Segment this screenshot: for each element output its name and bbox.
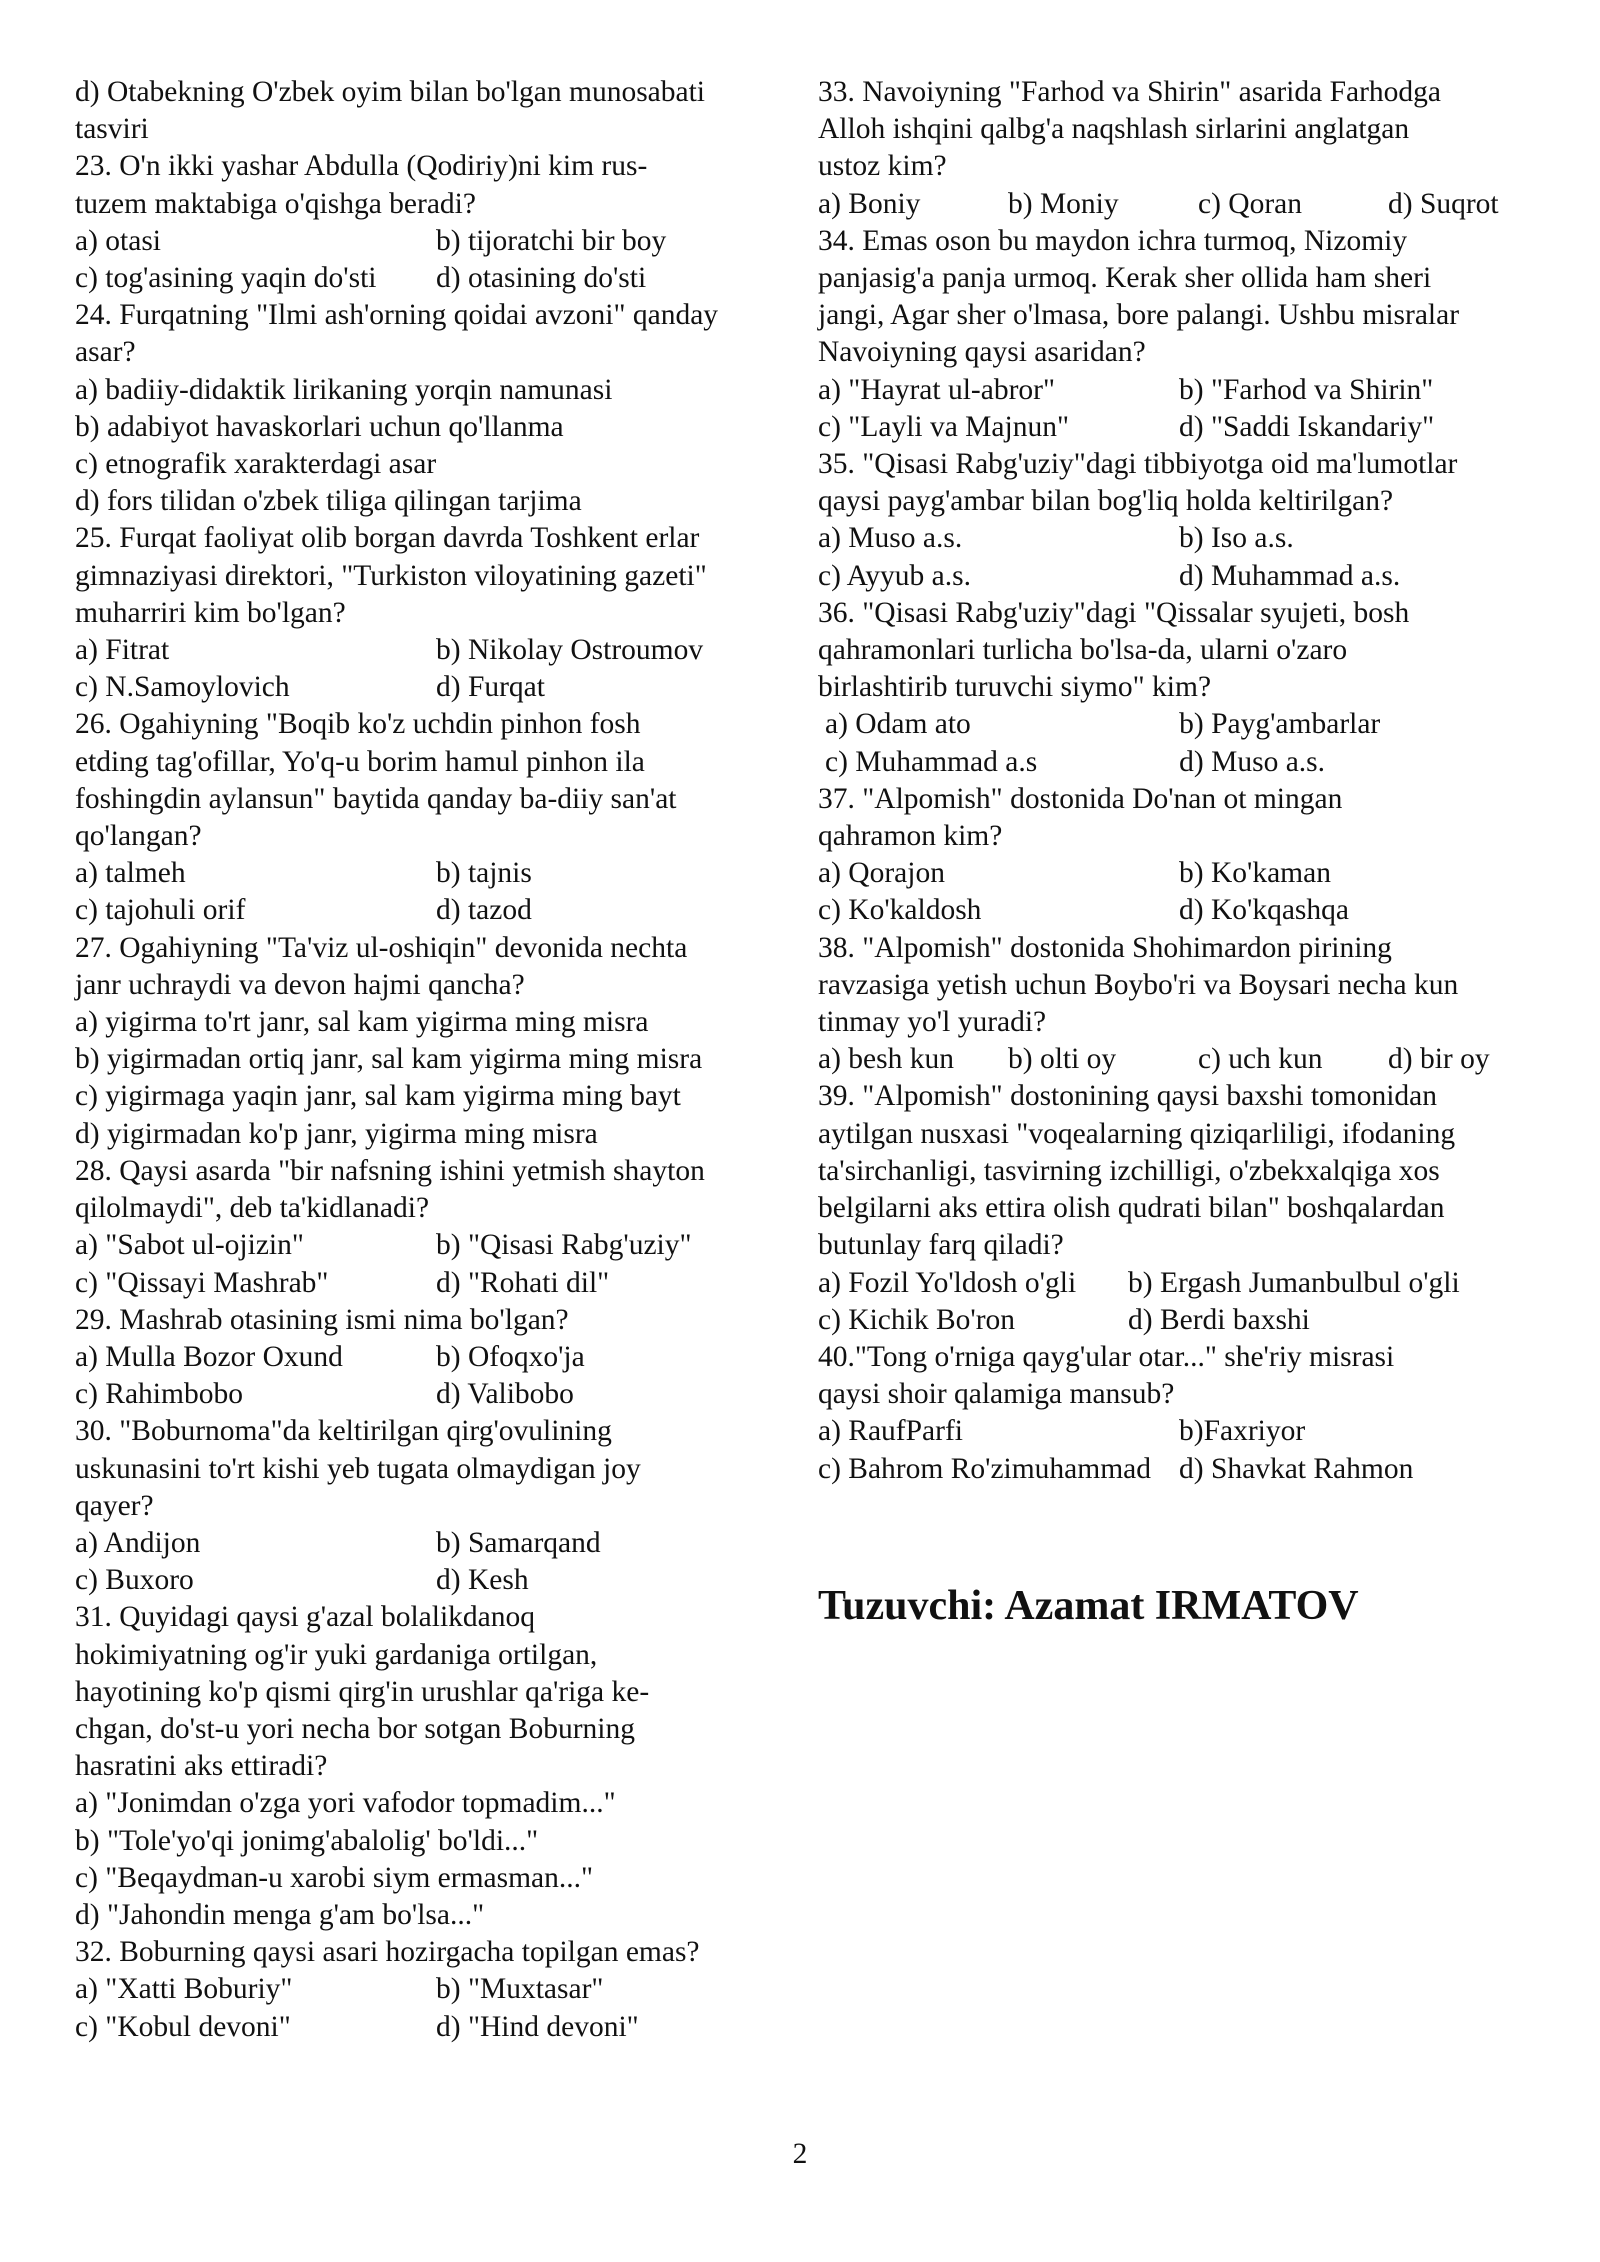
answer-c: c) "Kobul devoni" [75,2010,291,2043]
question-23 [75,148,797,297]
question-text: ustoz kim? [818,150,947,183]
answer-d: d) "Hind devoni" [436,2010,639,2043]
question-33 [818,74,1540,223]
answer-d: d) otasining do'sti [436,262,647,295]
question-text: 28. Qaysi asarda "bir nafsning ishini yetmish shayton [75,1154,705,1187]
answer-a: a) Boniy [818,187,921,220]
answer-b: b) Iso a.s. [1179,522,1294,555]
question-30 [75,1413,797,1599]
answer-a: a) "Xatti Boburiy" [75,1973,293,2006]
question-text: uskunasini to'rt kishi yeb tugata olmaydigan joy [75,1452,641,1485]
question-37 [818,781,1540,930]
question-text: qahramonlari turlicha bo'lsa-da, ularni o'zaro [818,634,1348,667]
question-39 [818,1078,1540,1338]
question-text: aytilgan nusxasi "voqealarning qiziqarliligi, ifodaning [818,1117,1456,1150]
question-text: qaysi payg'ambar bilan bog'liq holda keltirilgan? [818,485,1394,518]
question-text: qahramon kim? [818,820,1003,853]
answer-b: b)Faxriyor [1179,1415,1306,1448]
question-text: hokimiyatning og'ir yuki gardaniga ortilgan, [75,1638,598,1671]
question-text: belgilarni aks ettira olish qudrati bilan" boshqalardan [818,1192,1445,1225]
question-text: birlashtirib turuvchi siymo" kim? [818,671,1212,704]
question-29 [75,1302,797,1414]
answer-b: b) Nikolay Ostroumov [436,634,704,667]
answer-d: d) Suqrot [1388,187,1499,220]
answer-row [75,669,797,706]
question-text: 23. O'n ikki yashar Abdulla (Qodiriy)ni kim rus- [75,150,648,183]
answer-row [818,1413,1540,1450]
answer-c: c) Kichik Bo'ron [818,1303,1016,1336]
answer-row [75,223,797,260]
answer-row [75,1525,797,1562]
answer-c: c) N.Samoylovich [75,671,290,704]
right-column [818,74,1540,1488]
question-line: d) Otabekning O'zbek oyim bilan bo'lgan munosabati [75,76,706,108]
answer-row [818,744,1540,781]
answer-a: a) Andijon [75,1526,201,1559]
author-credit: Tuzuvchi: Azamat IRMATOV [818,1583,1359,1629]
answer-c: c) "Qissayi Mashrab" [75,1266,329,1299]
question-text: ravzasiga yetish uchun Boybo'ri va Boysari necha kun [818,968,1459,1001]
answer-d: d) Ko'kqashqa [1179,894,1349,927]
answer-d: d) Kesh [436,1564,529,1597]
answer-d: d) Berdi baxshi [1128,1303,1310,1336]
answer-a: a) Mulla Bozor Oxund [75,1340,343,1373]
answer-row [75,1562,797,1599]
answer-c: c) "Beqaydman-u xarobi siym ermasman..." [75,1861,594,1894]
question-35 [818,446,1540,595]
answer-b: b) "Muxtasar" [436,1973,604,2006]
answer-c: c) Rahimbobo [75,1378,243,1411]
question-text: 36. "Qisasi Rabg'uziy"dagi "Qissalar syujeti, bosh [818,596,1410,629]
question-text: 24. Furqatning "Ilmi ash'orning qoidai avzoni" qanday [75,299,719,332]
page-number: 2 [792,2138,808,2170]
answer-c: c) Bahrom Ro'zimuhammad [818,1452,1152,1485]
answer-d: d) Shavkat Rahmon [1179,1452,1414,1485]
question-text: 26. Ogahiyning "Boqib ko'z uchdin pinhon fosh [75,708,641,741]
question-34 [818,223,1540,446]
answer-row [818,1302,1540,1339]
question-32 [75,1934,797,2046]
answer-d: d) bir oy [1388,1043,1490,1076]
answer-b: b) Ko'kaman [1179,857,1331,890]
answer-row [818,1451,1540,1488]
question-text: muharriri kim bo'lgan? [75,596,346,629]
question-text: Alloh ishqini qalbg'a naqshlash sirlarini anglatgan [818,113,1410,146]
answer-d: d) "Saddi Iskandariy" [1179,410,1435,443]
question-text: 25. Furqat faoliyat olib borgan davrda Toshkent erlar [75,522,700,555]
left-column [75,74,797,2046]
answer-c: c) Ayyub a.s. [818,559,971,592]
question-text: chgan, do'st-u yori necha bor sotgan Boburning [75,1712,635,1745]
answer-row [75,855,797,892]
answer-row [75,1971,797,2008]
answer-b: b) Samarqand [436,1526,601,1559]
answer-c: c) Ko'kaldosh [818,894,982,927]
answer-a: a) Qorajon [818,857,945,890]
question-text: tinmay yo'l yuradi? [818,1006,1047,1039]
question-text: butunlay farq qiladi? [818,1229,1064,1262]
answer-c: c) Qoran [1198,187,1303,220]
answer-row [818,855,1540,892]
answer-c: c) yigirmaga yaqin janr, sal kam yigirma ming bayt [75,1080,681,1113]
question-28 [75,1153,797,1302]
answer-row [75,1227,797,1264]
answer-c: c) Buxoro [75,1564,194,1597]
question-text: foshingdin aylansun" baytida qanday ba-diiy san'at [75,782,677,815]
answer-a: a) "Jonimdan o'zga yori vafodor topmadim..." [75,1787,616,1820]
question-text: 29. Mashrab otasining ismi nima bo'lgan? [75,1303,569,1336]
question-24 [75,297,797,520]
answer-a: a) yigirma to'rt janr, sal kam yigirma ming misra [75,1006,649,1039]
question-text: panjasig'a panja urmoq. Kerak sher ollida ham sheri [818,262,1432,295]
answer-c: c) "Layli va Majnun" [818,410,1069,443]
question-text: asar? [75,336,136,369]
question-40 [818,1339,1540,1488]
answer-a: a) Fitrat [75,634,170,667]
answer-b: b) adabiyot havaskorlari uchun qo'llanma [75,410,564,443]
answer-row [75,892,797,929]
answer-a: a) Muso a.s. [818,522,963,555]
answer-row [75,632,797,669]
answer-row [818,520,1540,557]
answer-b: b) Moniy [1008,187,1119,220]
answer-row [75,260,797,297]
question-text: 31. Quyidagi qaysi g'azal bolalikdanoq [75,1601,536,1634]
answer-row [818,706,1540,743]
answer-row [75,1339,797,1376]
answer-row [75,1265,797,1302]
answer-a: a) "Sabot ul-ojizin" [75,1229,304,1262]
answer-a: a) Odam ato [825,708,971,741]
question-text: qaysi shoir qalamiga mansub? [818,1378,1175,1411]
question-36 [818,595,1540,781]
question-22-tail [75,74,797,148]
answer-d: d) tazod [436,894,532,927]
answer-d: d) Valibobo [436,1378,574,1411]
answer-b: b) Payg'ambarlar [1179,708,1381,741]
question-line: tasviri [75,113,149,146]
question-text: gimnaziyasi direktori, "Turkiston viloyatining gazeti" [75,559,707,592]
answer-b: b) "Farhod va Shirin" [1179,373,1434,406]
answer-b: b) olti oy [1008,1043,1117,1076]
answer-a: a) talmeh [75,857,186,890]
answer-row [818,1265,1540,1302]
answer-row [818,558,1540,595]
question-text: qilolmaydi", deb ta'kidlanadi? [75,1192,430,1225]
answer-d: d) yigirmadan ko'p janr, yigirma ming misra [75,1117,598,1150]
answer-d: d) Furqat [436,671,545,704]
answer-b: b) Ergash Jumanbulbul o'gli [1128,1266,1460,1299]
answer-row [818,1041,1540,1078]
question-text: jangi, Agar sher o'lmasa, bore palangi. Ushbu misralar [818,299,1460,332]
answer-row [818,186,1540,223]
answer-c: c) uch kun [1198,1043,1323,1076]
question-31 [75,1599,797,1934]
question-text: etding tag'ofillar, Yo'q-u borim hamul pinhon ila [75,745,645,778]
question-26 [75,706,797,929]
answer-row [75,2009,797,2046]
answer-b: b) tijoratchi bir boy [436,224,667,257]
question-text: 27. Ogahiyning "Ta'viz ul-oshiqin" devonida nechta [75,931,688,964]
answer-a: a) badiiy-didaktik lirikaning yorqin namunasi [75,373,613,406]
question-25 [75,520,797,706]
answer-a: a) "Hayrat ul-abror" [818,373,1056,406]
answer-a: a) otasi [75,224,162,257]
question-38 [818,930,1540,1079]
answer-d: d) fors tilidan o'zbek tiliga qilingan tarjima [75,485,582,518]
answer-c: c) tajohuli orif [75,894,246,927]
answer-d: d) Muhammad a.s. [1179,559,1401,592]
answer-b: b) tajnis [436,857,532,890]
question-text: janr uchraydi va devon hajmi qancha? [75,968,525,1001]
answer-a: a) besh kun [818,1043,954,1076]
answer-d: d) "Jahondin menga g'am bo'lsa..." [75,1898,485,1931]
answer-b: b) Ofoqxo'ja [436,1340,585,1373]
answer-row [818,409,1540,446]
question-text: Navoiyning qaysi asaridan? [818,336,1146,369]
answer-b: b) "Tole'yo'qi jonimg'abalolig' bo'ldi..." [75,1824,539,1857]
question-text: hasratini aks ettiradi? [75,1750,328,1783]
question-text: qo'langan? [75,820,202,853]
answer-d: d) Muso a.s. [1179,745,1326,778]
question-text: 30. "Boburnoma"da keltirilgan qirg'ovulining [75,1415,612,1448]
answer-a: a) Fozil Yo'ldosh o'gli [818,1266,1077,1299]
answer-c: c) etnografik xarakterdagi asar [75,448,437,481]
question-text: ta'sirchanligi, tasvirning izchilligi, o'zbekxalqiga xos [818,1154,1440,1187]
question-text: tuzem maktabiga o'qishga beradi? [75,187,476,220]
question-text: hayotining ko'p qismi qirg'in urushlar qa'riga ke- [75,1675,650,1708]
answer-a: a) RaufParfi [818,1415,963,1448]
answer-c: c) Muhammad a.s [825,745,1038,778]
question-text: 35. "Qisasi Rabg'uziy"dagi tibbiyotga oid ma'lumotlar [818,448,1458,481]
question-text: 39. "Alpomish" dostonining qaysi baxshi tomonidan [818,1080,1437,1113]
answer-c: c) tog'asining yaqin do'sti [75,262,377,295]
question-text: 37. "Alpomish" dostonida Do'nan ot mingan [818,782,1343,815]
question-27 [75,930,797,1153]
question-text: qayer? [75,1489,154,1522]
answer-b: b) yigirmadan ortiq janr, sal kam yigirma ming misra [75,1043,703,1076]
question-text: 40."Tong o'rniga qayg'ular otar..." she'riy misrasi [818,1340,1395,1373]
question-text: 33. Navoiyning "Farhod va Shirin" asarida Farhodga [818,76,1441,108]
answer-row [818,892,1540,929]
answer-row [818,372,1540,409]
answer-row [75,1376,797,1413]
answer-d: d) "Rohati dil" [436,1266,610,1299]
question-text: 38. "Alpomish" dostonida Shohimardon pirining [818,931,1392,964]
answer-b: b) "Qisasi Rabg'uziy" [436,1229,692,1262]
question-text: 34. Emas oson bu maydon ichra turmoq, Nizomiy [818,224,1408,257]
question-text: 32. Boburning qaysi asari hozirgacha topilgan emas? [75,1936,700,1969]
